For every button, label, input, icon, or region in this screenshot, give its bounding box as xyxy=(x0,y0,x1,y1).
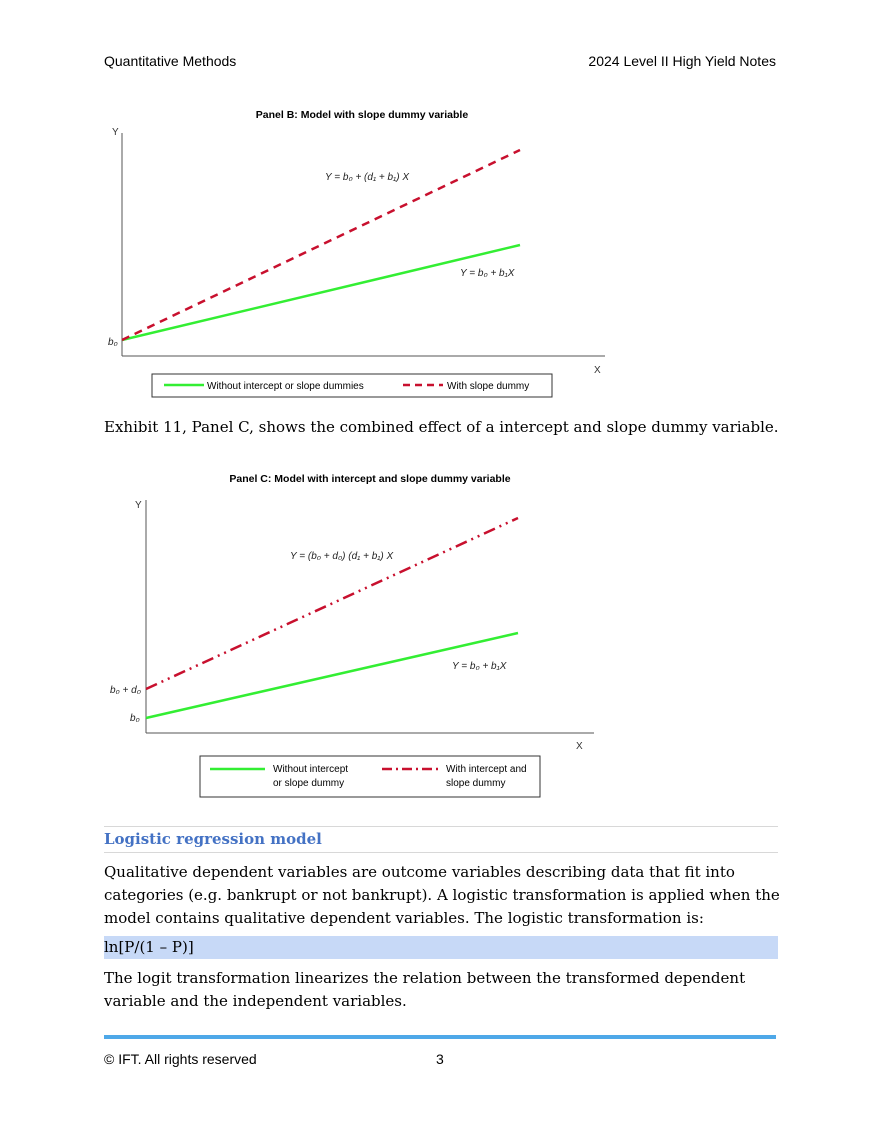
panel-b-solid-equation: Y = b₀ + b₁X xyxy=(460,268,515,279)
panel-c-legend xyxy=(200,756,540,797)
qualitative-paragraph xyxy=(104,861,784,930)
qualitative-line-3: model contains qualitative dependent variables. The logistic transformation is: xyxy=(104,909,704,927)
panel-c-upper-intercept-label: b₀ + d₀ xyxy=(110,685,141,696)
panel-b-solid-line xyxy=(122,245,520,340)
panel-c-dashed-equation: Y = (b₀ + d₀) (d₁ + b₁) X xyxy=(290,551,394,562)
panel-b-legend-dashed-label: With slope dummy xyxy=(447,381,530,392)
panel-c-legend-dashed-label-1: With intercept and xyxy=(446,764,527,775)
qualitative-line-2: categories (e.g. bankrupt or not bankrupt). A logistic transformation is applied when the xyxy=(104,886,780,904)
logit-formula-box xyxy=(104,936,778,959)
panel-c-legend-solid-label-1: Without intercept xyxy=(273,764,349,775)
panel-b-dashed-equation: Y = b₀ + (d₁ + b₁) X xyxy=(325,172,409,183)
panel-c-solid-line xyxy=(146,633,518,718)
qualitative-line-1: Qualitative dependent variables are outcome variables describing data that fit into xyxy=(104,863,735,881)
header-right: 2024 Level II High Yield Notes xyxy=(588,53,776,69)
logit-line-2: variable and the independent variables. xyxy=(104,992,407,1010)
panel-b-y-label: Y xyxy=(112,127,119,138)
panel-c-legend-dashed-label-2: slope dummy xyxy=(446,778,506,789)
panel-b-title: Panel B: Model with slope dummy variable xyxy=(255,109,469,121)
logit-paragraph xyxy=(104,967,784,1013)
panel-c-x-label: X xyxy=(576,741,583,752)
panel-c-chart xyxy=(100,465,600,805)
panel-b-origin-label: b₀ xyxy=(108,337,118,348)
panel-b-legend-solid-label: Without intercept or slope dummies xyxy=(207,381,364,392)
panel-c-solid-equation: Y = b₀ + b₁X xyxy=(452,661,507,672)
intro-paragraph: Exhibit 11, Panel C, shows the combined effect of a intercept and slope dummy variable. xyxy=(104,418,779,436)
logit-line-1: The logit transformation linearizes the relation between the transformed dependent xyxy=(104,969,746,987)
footer-page-number: 3 xyxy=(436,1051,444,1067)
panel-c-title: Panel C: Model with intercept and slope dummy variable xyxy=(229,473,511,485)
panel-b-x-label: X xyxy=(594,365,601,376)
logit-formula: ln[P/(1 – P)] xyxy=(104,938,194,956)
section-heading: Logistic regression model xyxy=(104,830,322,848)
panel-b-chart xyxy=(100,100,620,405)
footer-divider xyxy=(104,1035,776,1039)
panel-b-dashed-line xyxy=(122,150,520,340)
header-left: Quantitative Methods xyxy=(104,53,237,69)
panel-c-legend-solid-label-2: or slope dummy xyxy=(273,778,345,789)
footer-copyright: © IFT. All rights reserved xyxy=(104,1051,257,1067)
panel-c-y-label: Y xyxy=(135,500,142,511)
section-heading-bar xyxy=(104,826,778,853)
panel-c-lower-intercept-label: b₀ xyxy=(130,713,140,724)
